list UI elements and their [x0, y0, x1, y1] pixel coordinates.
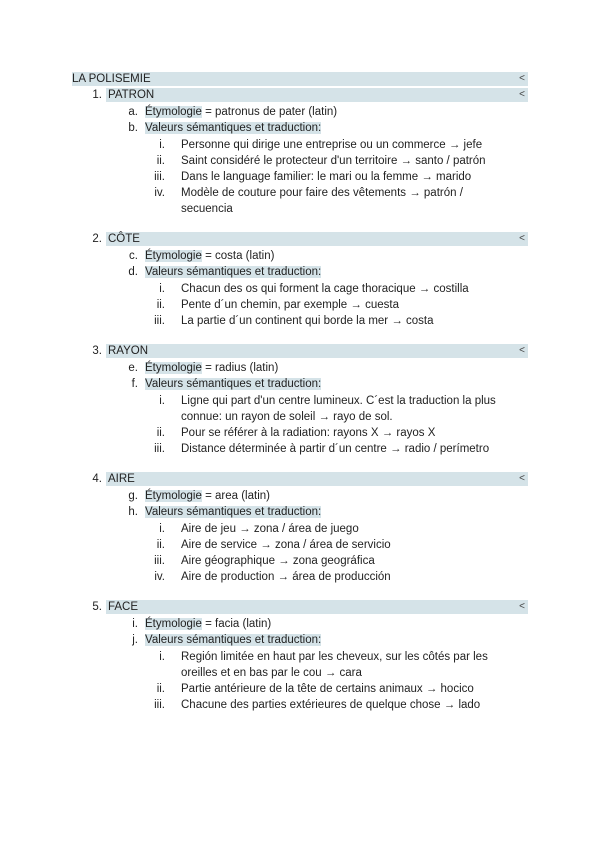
section-heading[interactable] [92, 88, 528, 102]
list-marker: i. [159, 395, 165, 407]
etymology-label: Étymologie [145, 106, 202, 118]
list-marker: iii. [154, 555, 165, 567]
item-text: Saint considéré le protecteur d'un territoire → santo / patrón [181, 155, 486, 167]
item-text: La partie d´un continent qui borde la mer → costa [181, 315, 434, 327]
values-label: Valeurs sémantiques et traduction: [145, 634, 322, 646]
list-marker: a. [128, 106, 138, 118]
section-highlight [106, 88, 528, 102]
list-marker: ii. [156, 299, 165, 311]
list-marker: iii. [154, 171, 165, 183]
collapse-icon[interactable]: < [519, 73, 525, 84]
item-text: Personne qui dirige une entreprise ou un commerce → jefe [181, 139, 483, 151]
section-number: 1. [92, 89, 102, 101]
etymology-value: = facia (latin) [205, 618, 272, 630]
etymology-value: = costa (latin) [205, 250, 275, 262]
list-item [159, 393, 517, 425]
list-item [156, 537, 511, 553]
list-item [159, 649, 511, 681]
section-title: AIRE [108, 473, 135, 485]
list-marker: d. [128, 266, 138, 278]
collapse-icon[interactable]: < [519, 473, 525, 484]
list-item [159, 137, 511, 153]
section-title: FACE [108, 601, 139, 613]
section-highlight [106, 600, 528, 614]
etymology-line [129, 249, 275, 264]
section-number: 4. [92, 473, 102, 485]
item-text: Aire de service → zona / área de servicio [181, 539, 391, 551]
list-marker: iv. [154, 187, 165, 199]
section-heading[interactable] [92, 472, 528, 486]
item-text: Aire de jeu → zona / área de juego [181, 523, 359, 535]
list-marker: ii. [156, 539, 165, 551]
list-marker: iv. [154, 571, 165, 583]
list-marker: ii. [156, 427, 165, 439]
list-marker: g. [128, 490, 138, 502]
list-item [154, 169, 511, 185]
values-label: Valeurs sémantiques et traduction: [145, 378, 322, 390]
list-item [154, 569, 511, 585]
list-item [156, 681, 511, 697]
item-text: Pour se référer à la radiation: rayons X → rayos X [181, 427, 436, 439]
section-highlight [106, 472, 528, 486]
section-highlight [106, 232, 528, 246]
list-item [154, 553, 511, 569]
collapse-icon[interactable]: < [519, 601, 525, 612]
outline-title-row[interactable] [72, 72, 528, 86]
list-item [156, 153, 511, 169]
values-heading [128, 265, 322, 280]
list-marker: i. [159, 139, 165, 151]
list-marker: b. [128, 122, 138, 134]
etymology-value: = patronus de pater (latin) [205, 106, 338, 118]
etymology-label: Étymologie [145, 618, 202, 630]
values-label: Valeurs sémantiques et traduction: [145, 266, 322, 278]
etymology-line [128, 361, 279, 376]
list-marker: ii. [156, 683, 165, 695]
list-item [159, 281, 511, 297]
list-marker: e. [128, 362, 138, 374]
section-heading[interactable] [92, 232, 528, 246]
item-text: Chacune des parties extérieures de quelque chose → lado [181, 699, 481, 711]
item-text: Aire de production → área de producción [181, 571, 391, 583]
section-number: 3. [92, 345, 102, 357]
collapse-icon[interactable]: < [519, 345, 525, 356]
item-text: Modèle de couture pour faire des vêtements → patrón / secuencia [181, 187, 463, 215]
list-marker: i. [132, 618, 138, 630]
section-highlight [106, 344, 528, 358]
collapse-icon[interactable]: < [519, 89, 525, 100]
list-marker: i. [159, 523, 165, 535]
list-marker: ii. [156, 155, 165, 167]
list-marker: iii. [154, 699, 165, 711]
section-number: 5. [92, 601, 102, 613]
item-text: Región limitée en haut par les cheveux, sur les côtés par les oreilles et en bas par le cou → cara [181, 651, 488, 679]
item-text: Distance déterminée à partir d´un centre → radio / perímetro [181, 443, 490, 455]
etymology-value: = radius (latin) [205, 362, 279, 374]
item-text: Aire géographique → zona geográfica [181, 555, 375, 567]
list-item [154, 441, 511, 457]
section-heading[interactable] [92, 600, 528, 614]
list-item [154, 697, 511, 713]
list-item [156, 297, 511, 313]
list-marker: f. [131, 378, 138, 390]
list-item [156, 425, 511, 441]
values-heading [131, 377, 322, 392]
etymology-value: = area (latin) [205, 490, 270, 502]
etymology-line [132, 617, 272, 632]
list-marker: iii. [154, 315, 165, 327]
item-text: Dans le language familier: le mari ou la femme → marido [181, 171, 472, 183]
collapse-icon[interactable]: < [519, 233, 525, 244]
item-text: Ligne qui part d'un centre lumineux. C´est la traduction la plus connue: un rayon de soleil → rayo de sol. [181, 395, 496, 423]
list-item [159, 521, 511, 537]
list-marker: i. [159, 283, 165, 295]
etymology-label: Étymologie [145, 490, 202, 502]
list-item [154, 313, 511, 329]
etymology-label: Étymologie [145, 250, 202, 262]
etymology-line [128, 489, 270, 504]
values-label: Valeurs sémantiques et traduction: [145, 506, 322, 518]
item-text: Chacun des os qui forment la cage thoracique → costilla [181, 283, 469, 295]
item-text: Pente d´un chemin, par exemple → cuesta [181, 299, 399, 311]
list-marker: j. [132, 634, 138, 646]
etymology-line [128, 105, 338, 120]
list-marker: h. [128, 506, 138, 518]
section-heading[interactable] [92, 344, 528, 358]
section-title: PATRON [108, 89, 155, 101]
list-marker: i. [159, 651, 165, 663]
values-label: Valeurs sémantiques et traduction: [145, 122, 322, 134]
section-title: RAYON [108, 345, 149, 357]
list-item [154, 185, 496, 217]
list-marker: c. [129, 250, 138, 262]
etymology-label: Étymologie [145, 362, 202, 374]
item-text: Partie antérieure de la tête de certains animaux → hocico [181, 683, 474, 695]
section-number: 2. [92, 233, 102, 245]
list-marker: iii. [154, 443, 165, 455]
values-heading [132, 633, 322, 648]
section-title: CÔTE [108, 233, 140, 245]
values-heading [128, 121, 322, 136]
outline-title: LA POLISEMIE [72, 73, 151, 85]
values-heading [128, 505, 322, 520]
